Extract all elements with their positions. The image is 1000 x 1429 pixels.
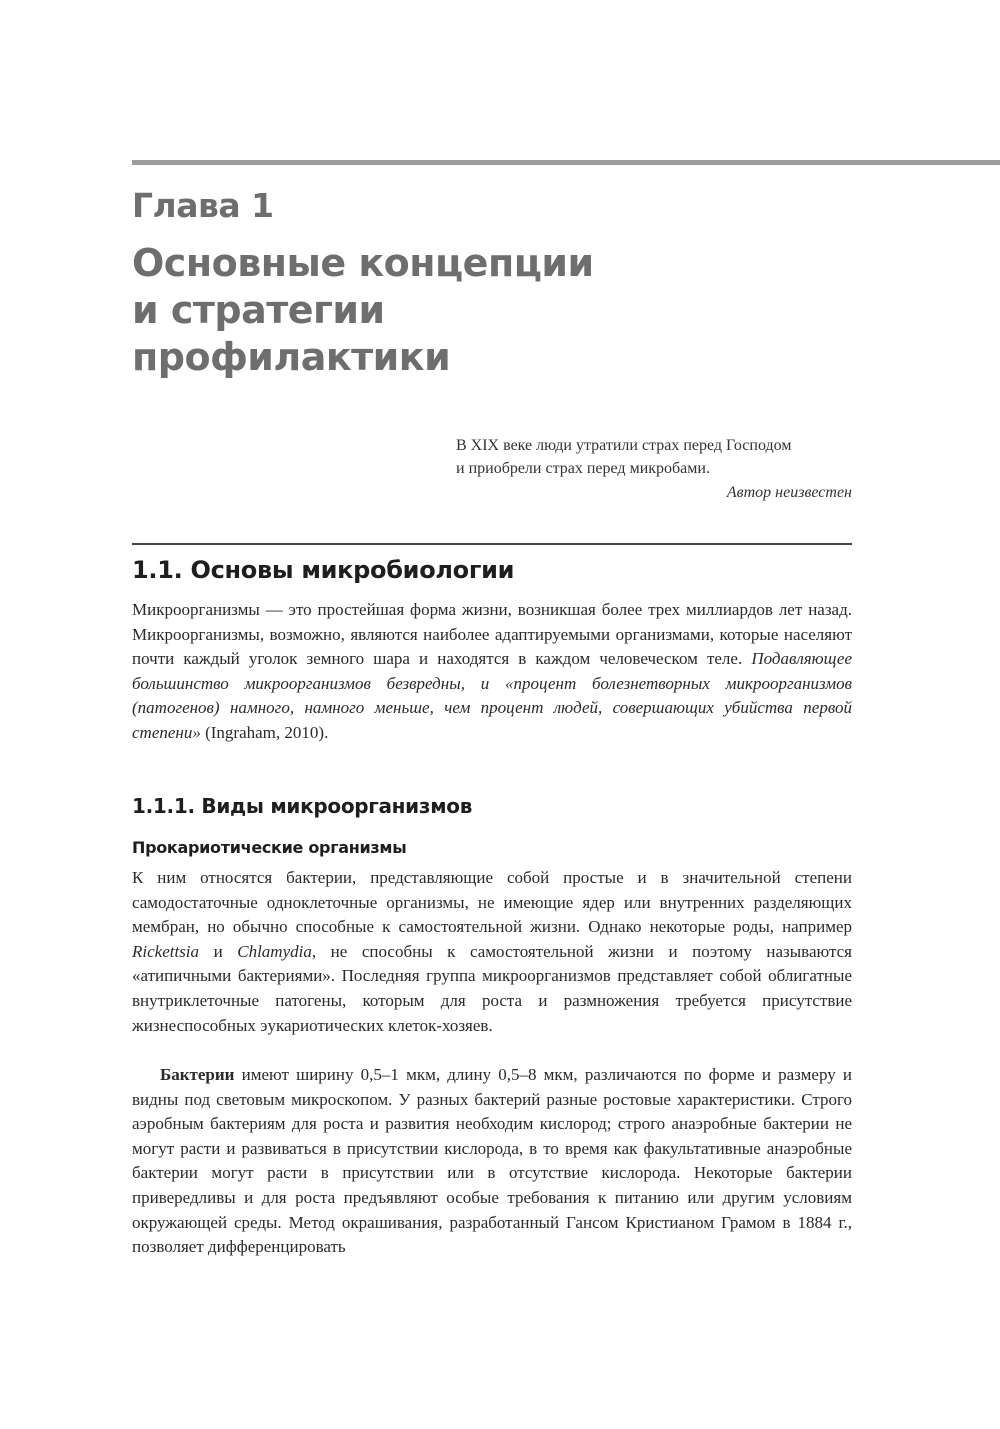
bacteria-paragraph <box>132 1063 852 1260</box>
intro-quote: Подавляющее большинство микроорганизмов безвредны, и «процент болезнетворных микроорганизмов (патогенов) намного, намного меньше, чем процент людей, совершающих убийства первой степени» <box>132 649 852 742</box>
subsubsection-heading: Прокариотические организмы <box>132 838 407 857</box>
genus-name: Chlamydia <box>237 941 312 961</box>
prokaryotes-paragraph <box>132 866 852 1038</box>
chapter-title-line: профилактики <box>132 335 451 379</box>
epigraph-line: В XIX веке люди утратили страх перед Господом <box>456 437 792 454</box>
chapter-top-rule <box>132 160 1000 165</box>
epigraph-author: Автор неизвестен <box>726 484 852 501</box>
prokaryotes-text: К ним относятся бактерии, представляющие собой простые и в значительной степени самодостаточные одноклеточные организмы, не имеющие ядер или внутренних разделяющих мембран, но обычно способные к самостоятельной жизни. Однако некоторые роды, например <box>132 868 852 937</box>
genus-name: Rickettsia <box>132 941 200 961</box>
subsection-heading: 1.1.1. Виды микроорганизмов <box>132 794 473 818</box>
intro-paragraph <box>132 598 852 746</box>
prokaryotes-text: , не способны к самостоятельной жизни и поэтому называются «атипичными бактериями». Последняя группа микроорганизмов представляет собой облигатные внутриклеточные патогены, которым для роста и размножения требуется присутствие жизнеспособных эукариотических клеток-хозяев. <box>132 941 852 1035</box>
section-rule <box>132 543 852 545</box>
chapter-title-line: Основные концепции <box>132 241 594 285</box>
bacteria-text: имеют ширину 0,5–1 мкм, длину 0,5–8 мкм, различаются по форме и размеру и видны под световым микроскопом. У разных бактерий разные ростовые характеристики. Строго аэробным бактериям для роста и развития необходим кислород; строго анаэробные бактерии не могут расти и развиваться в присутствии кислорода, в то время как факультативные анаэробные бактерии могут расти в присутствии или в отсутствие кислорода. Некоторые бактерии привередливы и для роста предъявляют особые требования к питанию или другим условиям окружающей среды. Метод окрашивания, разработанный Гансом Кристианом Грамом в 1884 г., позволяет дифференцировать <box>132 1065 852 1257</box>
epigraph <box>456 434 852 504</box>
section-heading: 1.1. Основы микробиологии <box>132 556 515 584</box>
chapter-title-line: и стратегии <box>132 288 385 332</box>
prokaryotes-text: и <box>199 941 238 961</box>
chapter-title <box>132 240 832 381</box>
intro-text: Микроорганизмы — это простейшая форма жизни, возникшая более трех миллиардов лет назад. Микроорганизмы, возможно, являются наиболее адаптируемыми организмами, которые населяют почти каждый уголок земного шара и находятся в каждом человеческом теле. <box>132 600 852 669</box>
chapter-label: Глава 1 <box>132 186 274 225</box>
epigraph-line: и приобрели страх перед микробами. <box>456 460 710 477</box>
intro-citation: (Ingraham, 2010). <box>200 722 329 742</box>
bacteria-term: Бактерии <box>160 1065 235 1084</box>
